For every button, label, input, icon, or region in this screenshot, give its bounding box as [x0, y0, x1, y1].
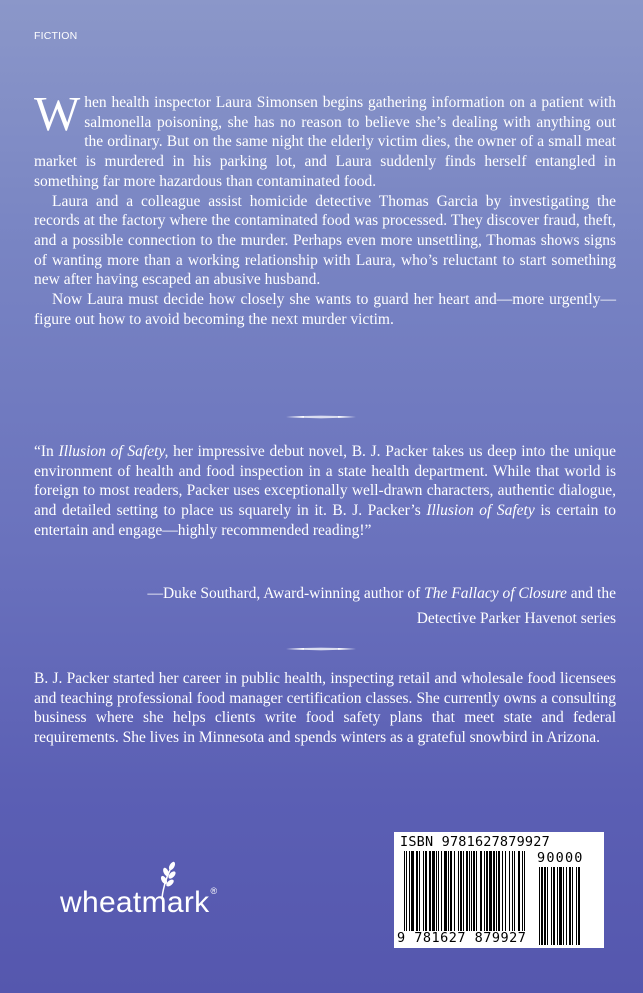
barcode-bar — [425, 851, 427, 931]
barcode-bar — [450, 851, 452, 931]
drop-cap: W — [34, 86, 81, 141]
price-code: 90000 — [537, 850, 584, 866]
barcode-bar — [498, 851, 500, 931]
barcode-bar — [419, 851, 420, 931]
genre-label: FICTION — [34, 30, 78, 42]
barcode-bar — [438, 851, 439, 931]
barcode-bar — [448, 851, 449, 931]
barcode-bar — [460, 851, 462, 931]
barcode-bar — [471, 851, 472, 931]
barcode-bar — [566, 867, 567, 945]
barcode-bar — [512, 851, 513, 931]
barcode-bar — [524, 851, 525, 931]
barcode-bar — [480, 851, 482, 931]
barcode-bar — [493, 851, 495, 931]
barcode-bar — [444, 851, 447, 931]
barcode-bar — [484, 851, 485, 931]
barcode-bar — [547, 867, 548, 945]
barcode-bar — [411, 851, 414, 931]
review-quote: “In Illusion of Safety, her impressive debut novel, B. J. Packer takes us deep into the unique environment of health and food inspection in a state health department. While that world is foreign to most readers, Packer uses exceptionally well-drawn characters, authentic dialogue, and detailed setting to place us squarely in it. B. J. Packer’s Illusion of Safety is certain to entertain and engage—highly recommended reading!” — [34, 443, 617, 539]
author-bio: B. J. Packer started her career in public health, inspecting retail and wholesale food licensees and teaching professional food manager certification classes. She currently owns a consulting business where she helps clients write food safety plans that meet state and federal requirements. She lives in Minnesota and spends winters as a grateful snowbird in Arizona. — [34, 670, 616, 747]
barcode-bar — [539, 867, 540, 945]
barcode-bar — [406, 851, 407, 931]
barcode-bar — [436, 851, 437, 931]
barcode-bar — [576, 867, 577, 945]
book-title: Illusion of Safety, — [58, 443, 169, 460]
barcode-bar — [416, 851, 418, 931]
barcode-bar — [557, 867, 558, 945]
barcode-bar — [553, 867, 555, 945]
barcode-bar — [505, 851, 506, 931]
barcode-bar — [486, 851, 488, 931]
isbn-label: ISBN 9781627879927 — [400, 834, 550, 850]
synopsis-paragraph-1 — [34, 86, 616, 192]
review-attribution: —Duke Southard, Award-winning author of The Fallacy of Closure and the Detective Parker Havenot series — [147, 585, 616, 627]
barcode-bar — [541, 867, 543, 945]
barcode-bar — [563, 867, 564, 945]
barcode-bar — [551, 867, 552, 945]
barcode-bar — [514, 851, 515, 931]
synopsis — [34, 86, 616, 329]
barcode-bar — [463, 851, 464, 931]
barcode-bar — [544, 867, 546, 945]
divider-ornament — [286, 646, 356, 652]
barcode-bar — [429, 851, 431, 931]
barcode-bar — [476, 851, 477, 931]
barcode-bar — [469, 851, 470, 931]
synopsis-paragraph-3: Now Laura must decide how closely she wants to guard her heart and—more urgently—figure out how to avoid becoming the next murder victim. — [34, 291, 616, 328]
addon-barcode-bars — [539, 867, 597, 945]
barcode-bar — [496, 851, 497, 931]
barcode-bar — [489, 851, 492, 931]
divider-ornament — [286, 414, 356, 420]
reviewer-book-title: The Fallacy of Closure — [424, 585, 567, 602]
book-title: Illusion of Safety — [426, 502, 535, 520]
ean-digits: 9 781627 879927 — [397, 930, 527, 946]
barcode-bar — [518, 851, 520, 931]
ean-barcode-bars — [404, 851, 527, 931]
barcode-bar — [559, 867, 562, 945]
barcode-bar — [569, 867, 571, 945]
barcode-bar — [454, 851, 455, 931]
barcode-bar — [441, 851, 442, 931]
synopsis-paragraph-2: Laura and a colleague assist homicide detective Thomas Garcia by investigating the records at the factory where the contaminated food was processed. They discover fraud, theft, and a possible connection to the murder. Perhaps even more unsettling, Thomas shows signs of wanting more than a working relationship with Laura, who’s reluctant to start something new after having escaped an abusive husband. — [34, 192, 616, 289]
barcode-bar — [578, 867, 580, 945]
barcode-bar — [404, 851, 405, 931]
barcode-bar — [432, 851, 435, 931]
barcode-bar — [502, 851, 503, 931]
barcode-bar — [458, 851, 459, 931]
barcode-bar — [473, 851, 475, 931]
barcode-bar — [572, 867, 573, 945]
barcode-bar — [466, 851, 468, 931]
isbn-barcode — [394, 832, 604, 948]
barcode-bar — [509, 851, 510, 931]
barcode-bar — [522, 851, 523, 931]
barcode-bar — [423, 851, 424, 931]
barcode-bar — [409, 851, 410, 931]
synopsis-paragraph-1-text: hen health inspector Laura Simonsen begins gathering information on a patient with salmonella poisoning, she has no reason to believe she’s dealing with anything out the ordinary. But on the same night the elderly victim dies, the owner of a small meat market is murdered in his parking lot, and Laura suddenly finds herself entangled in something far more hazardous than contaminated food. — [34, 94, 616, 190]
publisher-name: wheatmark® — [60, 886, 218, 919]
publisher-logo — [60, 858, 240, 928]
